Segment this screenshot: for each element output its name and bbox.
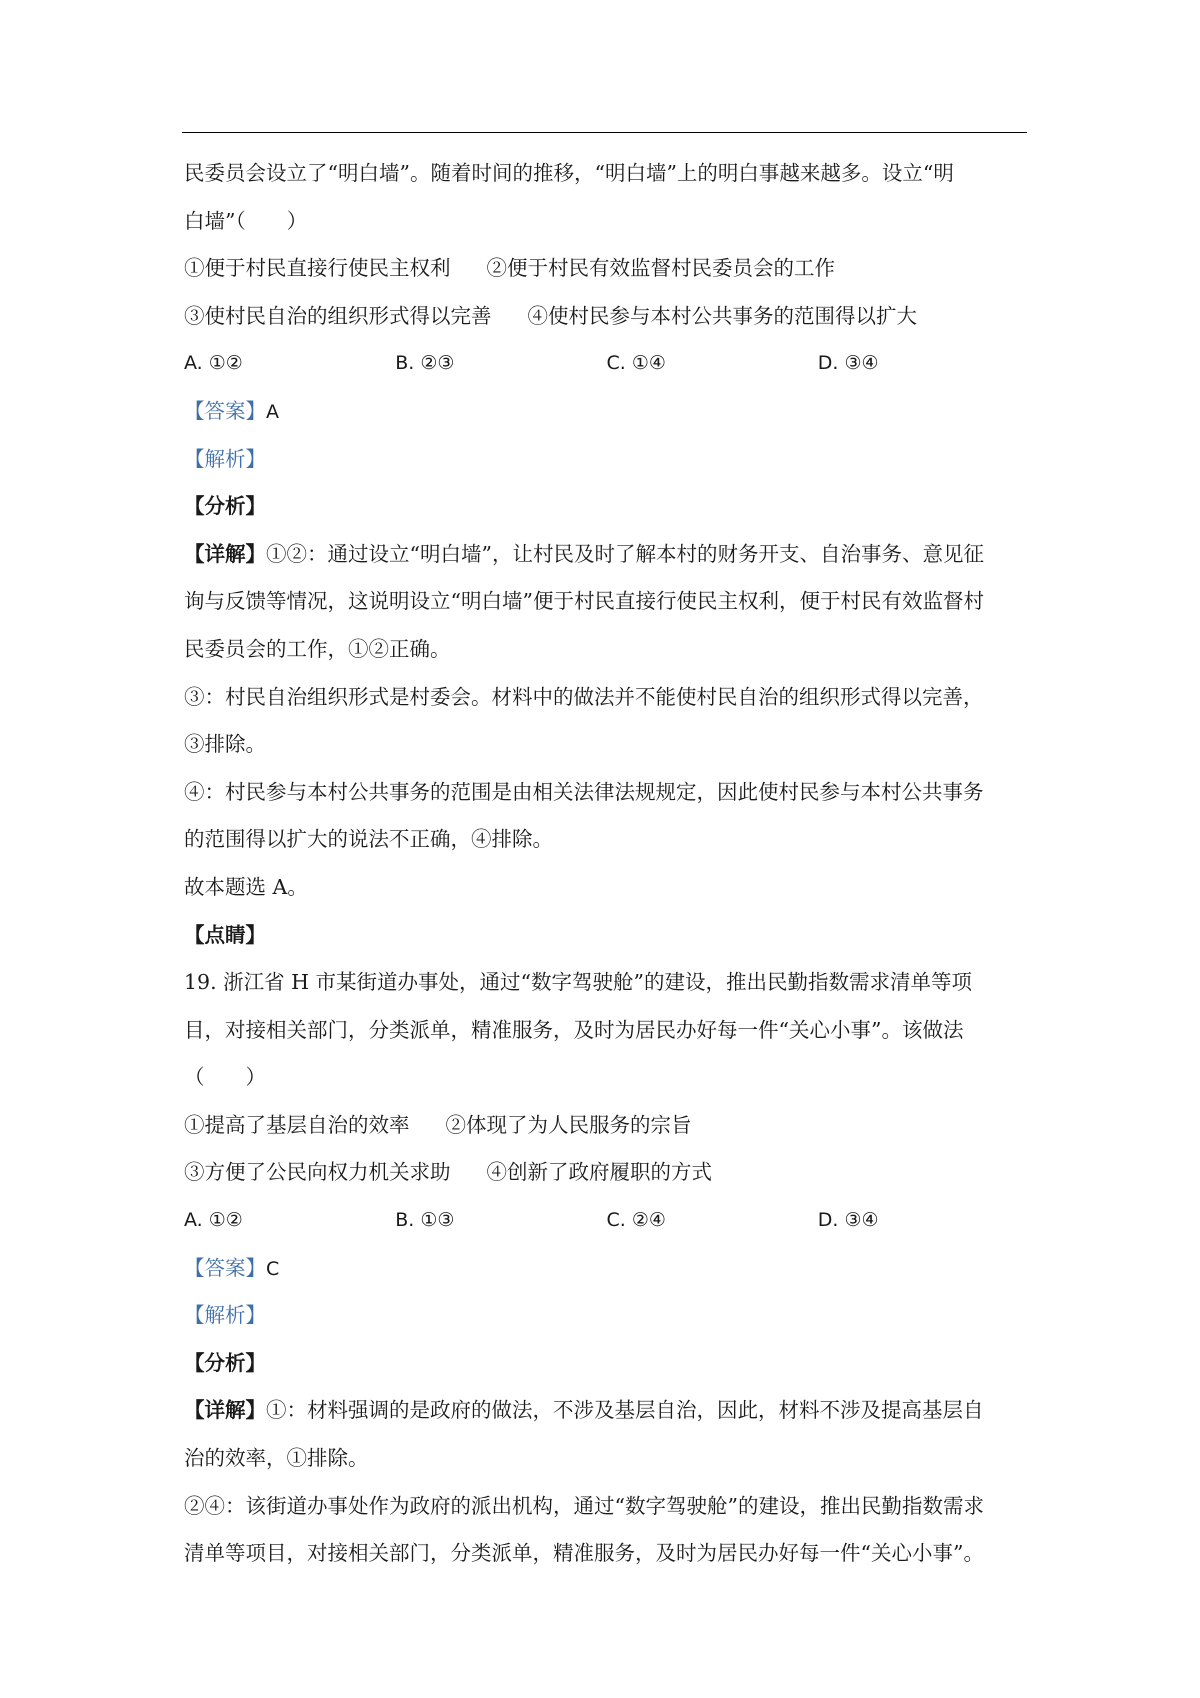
q19-answer-label: 【答案】 — [184, 1255, 266, 1280]
q19-answer-value: C — [266, 1257, 280, 1280]
page-content — [184, 150, 1029, 1578]
q18-answer — [184, 388, 1029, 436]
q19-options-row-1 — [184, 1102, 1029, 1150]
q18-options-row-2 — [184, 293, 1029, 341]
q19-option-1: ①提高了基层自治的效率 — [184, 1112, 410, 1137]
q19-choice-c: C. ②④ — [606, 1209, 666, 1232]
q19-option-3: ③方便了公民向权力机关求助 — [184, 1160, 451, 1185]
q19-stem-line-3: （ ） — [184, 1065, 266, 1090]
q18-fenxi-label: 【分析】 — [184, 494, 266, 519]
q18-detail-line-4: ③：村民自治组织形式是村委会。材料中的做法并不能使村民自治的组织形式得以完善， — [184, 684, 984, 709]
q19-detail-line-2: 治的效率，①排除。 — [184, 1446, 369, 1471]
q18-choice-b: B. ②③ — [395, 352, 455, 375]
q19-detail-line-1 — [184, 1387, 1029, 1435]
q19-stem-line-1: 19. 浙江省 H 市某街道办事处，通过“数字驾驶舱”的建设，推出民勤指数需求清单等项 — [184, 970, 972, 995]
q19-choices — [184, 1197, 1029, 1245]
q18-detail-line-1 — [184, 531, 1029, 579]
q18-option-2: ②便于村民有效监督村民委员会的工作 — [486, 256, 835, 281]
q18-option-1: ①便于村民直接行使民主权利 — [184, 256, 451, 281]
q19-fenxi-label: 【分析】 — [184, 1350, 266, 1375]
q18-detail-line-5: ③排除。 — [184, 732, 266, 757]
q18-option-3: ③使村民自治的组织形式得以完善 — [184, 303, 492, 328]
q19-option-2: ②体现了为人民服务的宗旨 — [445, 1112, 692, 1137]
q18-dianjing-label: 【点睛】 — [184, 922, 266, 947]
q18-option-4: ④使村民参与本村公共事务的范围得以扩大 — [527, 303, 917, 328]
q18-options-row-1 — [184, 245, 1029, 293]
q18-choices — [184, 340, 1029, 388]
q19-detail-line-3: ②④：该街道办事处作为政府的派出机构，通过“数字驾驶舱”的建设，推出民勤指数需求 — [184, 1493, 984, 1518]
q19-choice-a: A. ①② — [184, 1209, 243, 1232]
q19-choice-d: D. ③④ — [817, 1209, 879, 1232]
q18-detail-line-2: 询与反馈等情况，这说明设立“明白墙”便于村民直接行使民主权利，便于村民有效监督村 — [184, 589, 984, 614]
q18-answer-value: A — [266, 400, 279, 423]
q19-choice-b: B. ①③ — [395, 1209, 455, 1232]
q19-stem-line-2: 目，对接相关部门，分类派单，精准服务，及时为居民办好每一件“关心小事”。该做法 — [184, 1017, 964, 1042]
q18-detail-line-7: 的范围得以扩大的说法不正确，④排除。 — [184, 827, 553, 852]
q18-detail-text-1: ①②：通过设立“明白墙”，让村民及时了解本村的财务开支、自治事务、意见征 — [266, 541, 984, 566]
q18-stem-line-1: 民委员会设立了“明白墙”。随着时间的推移，“明白墙”上的明白事越来越多。设立“明 — [184, 161, 954, 185]
q19-detail-line-4: 清单等项目，对接相关部门，分类派单，精准服务，及时为居民办好每一件“关心小事”。 — [184, 1541, 984, 1566]
q19-xiangjie-label: 【详解】 — [184, 1398, 266, 1423]
q18-stem-line-2: 白墙”（ ） — [184, 208, 308, 233]
header-rule — [182, 132, 1027, 133]
q18-xiangjie-label: 【详解】 — [184, 541, 266, 566]
q19-options-row-2 — [184, 1149, 1029, 1197]
q19-detail-text-1: ①：材料强调的是政府的做法，不涉及基层自治，因此，材料不涉及提高基层自 — [266, 1398, 984, 1423]
q19-jiexi-label: 【解析】 — [184, 1303, 266, 1328]
q18-answer-label: 【答案】 — [184, 398, 266, 423]
q18-jiexi-label: 【解析】 — [184, 446, 266, 471]
q19-answer — [184, 1245, 1029, 1293]
q18-detail-line-6: ④：村民参与本村公共事务的范围是由相关法律法规规定，因此使村民参与本村公共事务 — [184, 779, 984, 804]
q18-choice-c: C. ①④ — [606, 352, 666, 375]
q18-conclusion: 故本题选 A。 — [184, 874, 308, 899]
q18-detail-line-3: 民委员会的工作，①②正确。 — [184, 636, 451, 661]
q18-choice-a: A. ①② — [184, 352, 243, 375]
q18-choice-d: D. ③④ — [817, 352, 879, 375]
q19-option-4: ④创新了政府履职的方式 — [486, 1160, 712, 1185]
